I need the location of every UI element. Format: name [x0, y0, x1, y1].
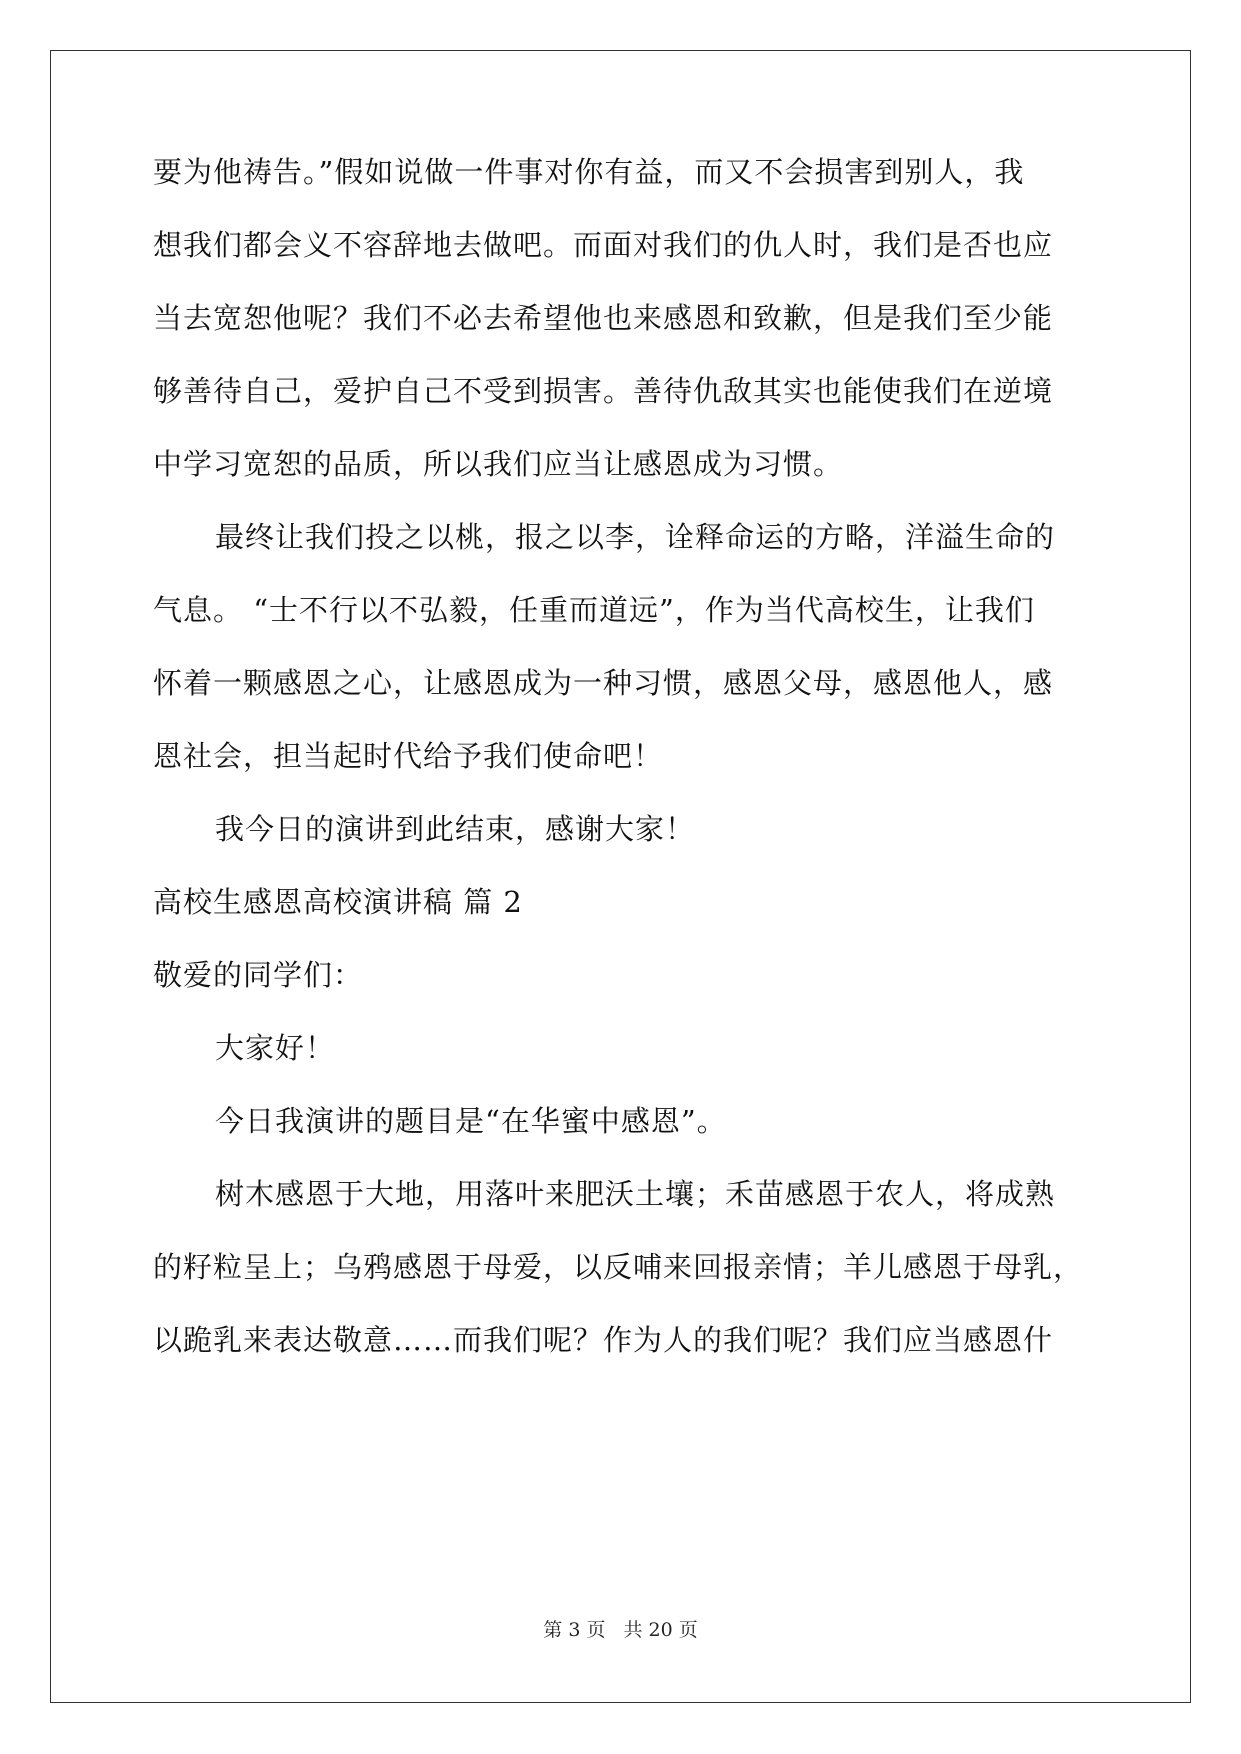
- section-heading: 高校生感恩高校演讲稿 篇 2: [153, 885, 523, 919]
- body-text-line: 气息。 “士不行以不弘毅，任重而道远”，作为当代高校生，让我们: [153, 593, 1035, 627]
- body-text-line: 想我们都会义不容辞地去做吧。而面对我们的仇人时，我们是否也应: [153, 228, 1054, 262]
- body-text-line: 的籽粒呈上；乌鸦感恩于母爱，以反哺来回报亲情；羊儿感恩于母乳，: [153, 1250, 1084, 1284]
- body-text-line: 恩社会，担当起时代给予我们使命吧！: [153, 739, 664, 773]
- paragraph-first-line: 我今日的演讲到此结束，感谢大家！: [215, 812, 696, 846]
- salutation: 敬爱的同学们：: [153, 958, 364, 992]
- page-footer: [0, 1618, 1241, 1642]
- body-text-line: 当去宽恕他呢？我们不必去希望他也来感恩和致歉，但是我们至少能: [153, 301, 1054, 335]
- body-text-line: 要为他祷告。”假如说做一件事对你有益，而又不会损害到别人，我: [153, 155, 1025, 189]
- paragraph-first-line: 最终让我们投之以桃，报之以李，诠释命运的方略，洋溢生命的: [215, 520, 1056, 554]
- body-text-line: 中学习宽恕的品质，所以我们应当让感恩成为习惯。: [153, 447, 844, 481]
- paragraph-first-line: 树木感恩于大地，用落叶来肥沃土壤；禾苗感恩于农人，将成熟: [215, 1177, 1056, 1211]
- greeting: 大家好！: [215, 1031, 336, 1065]
- body-text-line: 够善待自己，爱护自己不受到损害。善待仇敌其实也能使我们在逆境: [153, 374, 1054, 408]
- body-text-line: 以跪乳来表达敬意……而我们呢？作为人的我们呢？我们应当感恩什: [153, 1323, 1054, 1357]
- page-number: 第 3 页: [543, 1619, 606, 1641]
- paragraph-first-line: 今日我演讲的题目是“在华蜜中感恩”。: [215, 1104, 727, 1138]
- body-text-line: 怀着一颗感恩之心，让感恩成为一种习惯，感恩父母，感恩他人，感: [153, 666, 1054, 700]
- page-total: 共 20 页: [623, 1619, 698, 1641]
